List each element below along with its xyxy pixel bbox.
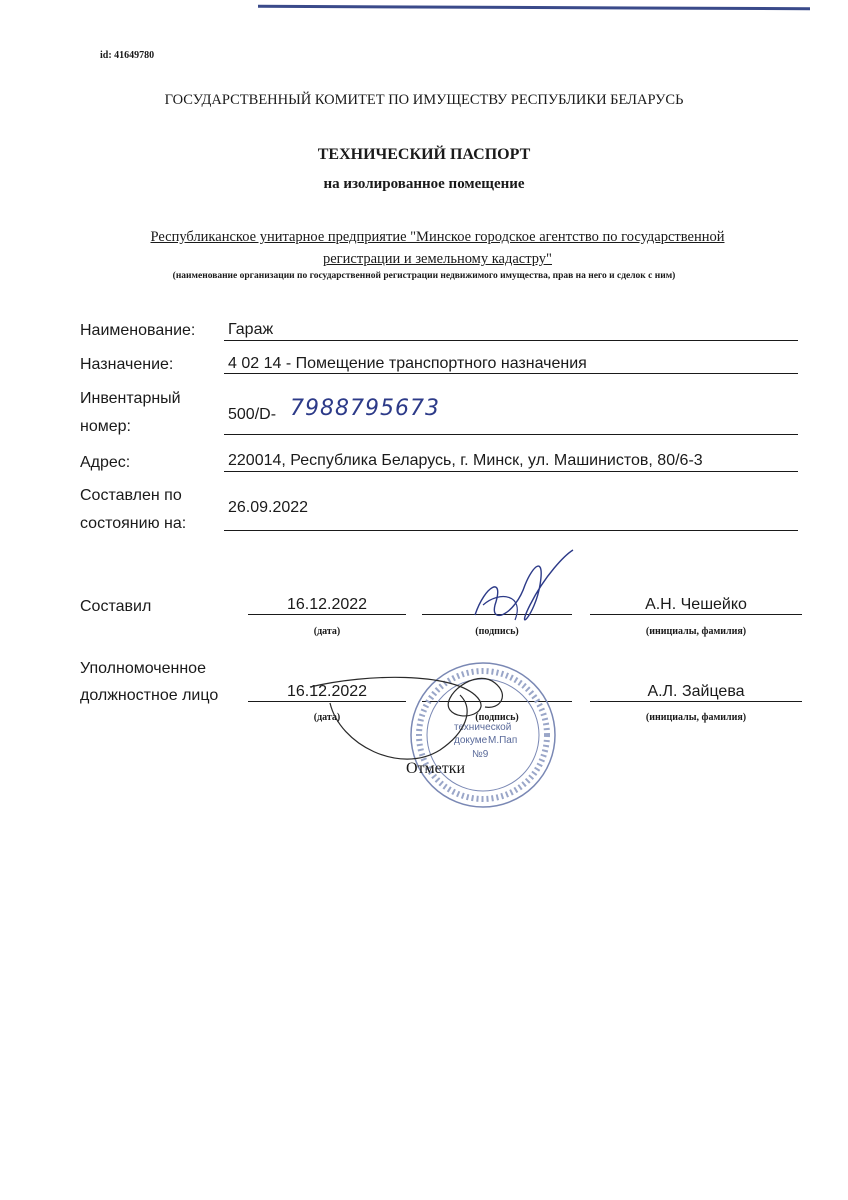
state-label-line-2: состоянию на: xyxy=(80,515,187,532)
address-label: Адрес: xyxy=(80,454,131,471)
document-id: id: 41649780 xyxy=(100,50,155,61)
name-value: Гараж xyxy=(228,321,274,338)
official-date-caption: (дата) xyxy=(313,712,341,723)
stamp-line-1: технической xyxy=(454,722,512,733)
purpose-underline xyxy=(224,373,798,374)
state-underline xyxy=(224,530,798,531)
purpose-value: 4 02 14 - Помещение транспортного назначения xyxy=(228,355,587,372)
inventory-label-line-1: Инвентарный xyxy=(80,390,181,407)
purpose-label: Назначение: xyxy=(80,356,174,373)
compiled-name: А.Н. Чешейко xyxy=(645,596,747,613)
stamp-line-3: М.Пап xyxy=(488,735,518,746)
compiled-signature-scribble xyxy=(455,545,585,640)
organization-name xyxy=(105,226,770,270)
marks-heading: Отметки xyxy=(406,760,466,777)
document-subtitle: на изолированное помещение xyxy=(323,176,525,192)
compiled-name-underline xyxy=(590,614,802,615)
compiled-date-caption: (дата) xyxy=(313,626,341,637)
state-label-line-1: Составлен по xyxy=(80,487,182,504)
stamp-line-4: №9 xyxy=(472,749,489,760)
address-underline xyxy=(224,471,798,472)
inventory-handwritten-number: 7988795673 xyxy=(290,396,440,421)
compiled-date-underline xyxy=(248,614,406,615)
organization-note: (наименование организации по государственной регистрации недвижимого имущества, прав на него и сделок с ним) xyxy=(172,271,676,281)
ministry-header: ГОСУДАРСТВЕННЫЙ КОМИТЕТ ПО ИМУЩЕСТВУ РЕСПУБЛИКИ БЕЛАРУСЬ xyxy=(164,92,684,108)
inventory-label-line-2: номер: xyxy=(80,418,131,435)
official-label-line-2: должностное лицо xyxy=(80,687,219,704)
official-signature-caption: (подпись) xyxy=(475,712,519,723)
top-edge-line xyxy=(258,5,810,10)
official-name: А.Л. Зайцева xyxy=(647,683,745,700)
compiled-signature-caption: (подпись) xyxy=(475,626,519,637)
document-title: ТЕХНИЧЕСКИЙ ПАСПОРТ xyxy=(317,146,531,163)
state-date-value: 26.09.2022 xyxy=(228,499,309,516)
address-value: 220014, Республика Беларусь, г. Минск, ул. Машинистов, 80/6-3 xyxy=(228,452,703,469)
organization-line-2: регистрации и земельному кадастру" xyxy=(323,251,552,267)
official-name-underline xyxy=(590,701,802,702)
inventory-underline xyxy=(224,434,798,435)
name-label: Наименование: xyxy=(80,322,196,339)
organization-line-1: Республиканское унитарное предприятие "Минское городское агентство по государственной xyxy=(150,229,725,245)
inventory-prefix: 500/D- xyxy=(228,406,277,423)
name-underline xyxy=(224,340,798,341)
stamp-line-2: докуме xyxy=(454,735,488,746)
compiled-date: 16.12.2022 xyxy=(286,596,368,613)
compiled-label: Составил xyxy=(80,598,152,615)
official-date: 16.12.2022 xyxy=(286,683,368,700)
compiled-name-caption: (инициалы, фамилия) xyxy=(645,626,747,637)
official-label-line-1: Уполномоченное xyxy=(80,660,206,677)
official-name-caption: (инициалы, фамилия) xyxy=(645,712,747,723)
